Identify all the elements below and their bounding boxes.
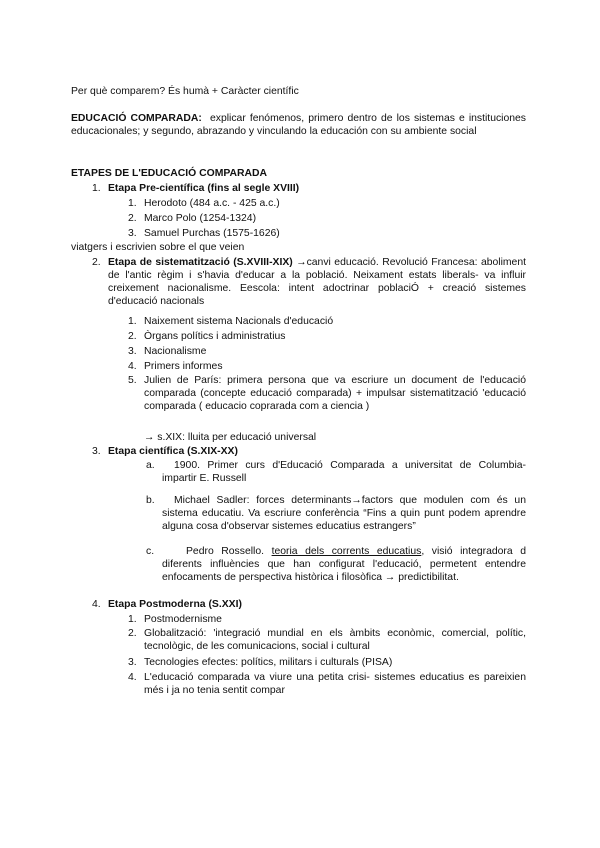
stage1-item: Samuel Purchas (1575-1626) [144,228,280,239]
stage1-item: Herodoto (484 a.c. - 425 a.c.) [144,198,280,209]
stage3-item-letter: b. [146,495,155,506]
stage3-item [162,545,526,584]
stage3-item-letter: a. [146,460,155,471]
stage4-item-num: 4. [128,672,137,683]
stage3-item: Michael Sadler: forces determinants→factors que modulen com és un sistema educatiu. Va escriure conferència “Fins a quin punt podem aprendre alguna cosa d'observar sistemes educatius estrangers” [162,495,526,532]
stage3-item-suffix: , visió integradora d diferents influències que han configurat l'educació, permetent entendre enfocaments de perspectiva històrica i filosòfica → predictibilitat. [162,546,526,583]
stage2-footnote: → s.XIX: lluita per educació universal [144,432,317,443]
stage4-item-num: 1. [128,614,137,625]
stage2-item-num: 3. [128,346,137,357]
definition-term: EDUCACIÓ COMPARADA: [71,113,202,124]
stage4-item: Tecnologies efectes: polítics, militars i culturals (PISA) [144,657,393,668]
stage4-item-num: 2. [128,628,137,639]
stage2-title: Etapa de sistematització (S.XVIII-XIX) [108,257,293,268]
stage1-item-num: 1. [128,198,137,209]
stage4-item-num: 3. [128,657,137,668]
definition-text: explicar fenómenos, primero dentro de los sistemas e instituciones educacionales; y segundo, abrazando y vinculando la educación con su ambiente social [71,113,527,137]
stage3-item: 1900. Primer curs d'Educació Comparada a universitat de Columbia- impartir E. Russell [162,460,526,484]
stage2-text: →canvi educació. Revolució Francesa: aboliment de l'antic règim i s'havia d'educar a la població. Neixament estats liberals- va influir creixement nacionalisme. Eescola: intent adoctrinar poblaciÓ + creació sistemes d'educació nacionals [108,257,526,307]
stage2-item-num: 5. [128,375,137,386]
stage3-item-prefix: Pedro Rossello. [186,546,272,557]
section-title: ETAPES DE L'EDUCACIÓ COMPARADA [71,168,268,179]
stage2-paragraph [108,256,526,308]
stage3-title: Etapa científica (S.XIX-XX) [108,446,238,457]
stage3-item-letter: c. [146,546,155,557]
stage4-item: Globalització: 'integració mundial en els àmbits econòmic, comercial, polític, tecnològic, de les comunicacions, social i cultural [144,628,526,652]
intro-line: Per què comparem? És humà + Caràcter científic [71,86,299,97]
stage1-item: Marco Polo (1254-1324) [144,213,257,224]
stage2-item: Julien de París: primera persona que va escriure un document de l'educació comparada (concepte educació comparada) + impulsar sistematització 'educació comparada ( educacio coprarada com a ciencia ) [144,375,526,412]
stage2-item: Òrgans polítics i administratius [144,331,286,342]
stage1-note: viatgers i escrivien sobre el que veien [71,242,245,253]
stage1-item-num: 2. [128,213,137,224]
theory-link: teoria dels corrents educatius [271,546,422,557]
definition-paragraph [71,112,526,138]
stage2-item: Nacionalisme [144,346,207,357]
stage2-item-num: 2. [128,331,137,342]
stage1-title: Etapa Pre-científica (fins al segle XVIII) [108,183,300,194]
stage2-item: Naixement sistema Nacionals d'educació [144,316,334,327]
stage4-item: L'educació comparada va viure una petita crisi- sistemes educatius es pareixien més i ja no tenia sentit compar [144,672,526,696]
stage2-item-num: 4. [128,361,137,372]
stage4-item: Postmodernisme [144,614,222,625]
stage3-number: 3. [92,446,101,457]
stage1-number: 1. [92,183,101,194]
stage2-item: Primers informes [144,361,223,372]
stage2-item-num: 1. [128,316,137,327]
stage4-number: 4. [92,599,101,610]
stage2-number: 2. [92,257,101,268]
stage4-title: Etapa Postmoderna (S.XXI) [108,599,242,610]
stage1-item-num: 3. [128,228,137,239]
